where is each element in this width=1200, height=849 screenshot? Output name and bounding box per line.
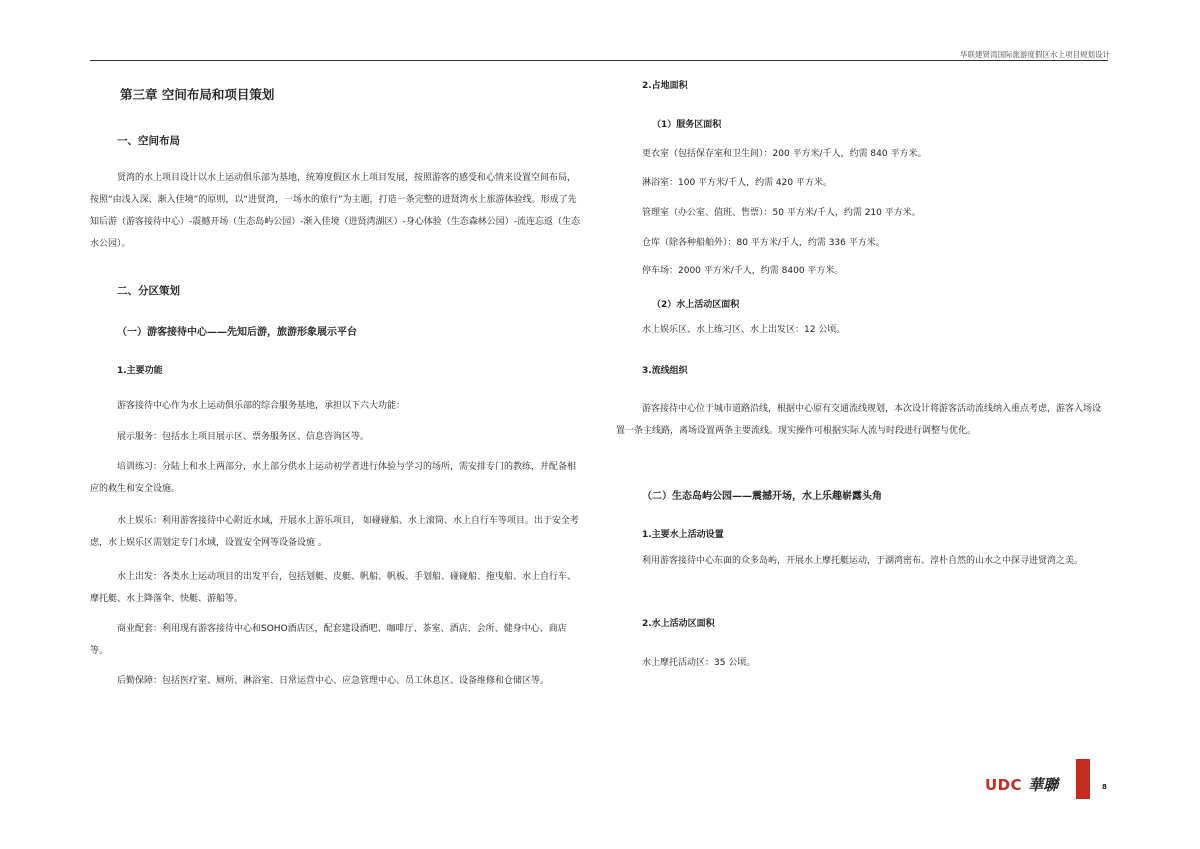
function-commercial: 商业配套：利用现有游客接待中心和SOHO酒店区，配套建设酒吧、咖啡厅、茶室、酒店、会所、健身中心、商店等。 bbox=[90, 624, 567, 656]
header-rule bbox=[90, 60, 1108, 61]
eco-island-activities-body: 利用游客接待中心东面的众多岛屿，开展水上摩托艇运动，于湖湾密布、淳朴自然的山水之中探寻进贤湾之美。 bbox=[642, 556, 1084, 566]
functions-intro: 游客接待中心作为水上运动俱乐部的综合服务基地，承担以下六大功能： bbox=[117, 401, 406, 411]
running-header: 华联建贤湾国际旅游度假区水上项目规划设计 bbox=[960, 50, 1110, 59]
logo-chinese-name: 華聯 bbox=[1028, 776, 1059, 794]
service-item-changing-room: 更衣室（包括保存室和卫生间）：200 平方米/千人，约需 840 平方米。 bbox=[642, 149, 927, 159]
function-display-service: 展示服务：包括水上项目展示区、票务服务区、信息咨询区等。 bbox=[117, 432, 370, 442]
page-accent-bar bbox=[1076, 759, 1090, 799]
heading-eco-island-area: 2.水上活动区面积 bbox=[642, 619, 715, 629]
heading-main-water-activities: 1.主要水上活动设置 bbox=[642, 530, 724, 540]
water-activity-area-body: 水上娱乐区、水上练习区、水上出发区：12 公顷。 bbox=[642, 325, 846, 335]
heading-main-functions: 1.主要功能 bbox=[117, 366, 163, 376]
section-title-zoning: 二、分区策划 bbox=[117, 285, 180, 297]
service-item-parking: 停车场：2000 平方米/千人，约需 8400 平方米。 bbox=[642, 266, 844, 276]
function-water-entertainment: 水上娱乐：利用游客接待中心附近水域，开展水上游乐项目， 如碰碰船、水上滚筒、水上自行车等项目。出于安全考虑，水上娱乐区需划定专门水域，设置安全网等设备设施 。 bbox=[90, 516, 579, 548]
subsection-title-eco-island: （二）生态岛屿公园——震撼开场，水上乐趣崭露头角 bbox=[642, 491, 882, 502]
heading-land-area: 2.占地面积 bbox=[642, 81, 688, 91]
eco-island-area-body: 水上摩托活动区：35 公顷。 bbox=[642, 658, 756, 668]
brand-logo bbox=[985, 774, 1058, 795]
service-item-shower-room: 淋浴室：100 平方米/千人，约需 420 平方米。 bbox=[642, 178, 832, 188]
section-body-layout: 贤湾的水上项目设计以水上运动俱乐部为基地，统筹度假区水上项目发展，按照游客的感受和心情来设置空间布局，按照“由浅入深、渐入佳境”的原则，以“进贤湾，一场水的旅行”为主题，打造一条完整的进贤湾水上旅游体验线。形成了先知后游（游客接待中心）-震撼开场（生态岛屿公园）-渐入佳境（进贤湾湖区）-身心体验（生态森林公园）-流连忘返（生态水公园）。 bbox=[90, 173, 580, 249]
circulation-body: 游客接待中心位于城市道路沿线，根据中心原有交通流线规划，本次设计将游客活动流线纳入重点考虑，游客入场设置一条主线路，离场设置两条主要流线。现实操作可根据实际人流与时段进行调整与优化。 bbox=[616, 404, 1102, 436]
subsection-title-visitor-center: （一）游客接待中心——先知后游，旅游形象展示平台 bbox=[117, 327, 357, 338]
heading-service-area: （1）服务区面积 bbox=[652, 120, 722, 130]
section-title-layout: 一、空间布局 bbox=[117, 135, 180, 147]
function-water-departure: 水上出发：各类水上运动项目的出发平台，包括划艇、皮艇、帆船、帆板、手划船、碰碰船、拖曳船、水上自行车、摩托艇、水上降落伞、快艇、游船等。 bbox=[90, 572, 577, 604]
service-item-management-room: 管理室（办公室、值班、售票）：50 平方米/千人，约需 210 平方米。 bbox=[642, 208, 921, 218]
function-training: 培训练习：分陆上和水上两部分，水上部分供水上运动初学者进行体验与学习的场所，需安排专门的教练，并配备相应的救生和安全设施。 bbox=[90, 462, 577, 494]
chapter-title: 第三章 空间布局和项目策划 bbox=[120, 87, 275, 102]
page-number: 8 bbox=[1102, 783, 1107, 791]
heading-water-activity-area: （2）水上活动区面积 bbox=[652, 300, 740, 310]
service-item-warehouse: 仓库（除各种船舶外）：80 平方米/千人，约需 336 平方米。 bbox=[642, 238, 885, 248]
logo-mark: UDC bbox=[985, 775, 1023, 794]
function-logistics: 后勤保障：包括医疗室、厕所、淋浴室、日常运营中心、应急管理中心、员工休息区、设备维修和仓储区等。 bbox=[117, 676, 550, 686]
heading-circulation: 3.流线组织 bbox=[642, 366, 688, 376]
